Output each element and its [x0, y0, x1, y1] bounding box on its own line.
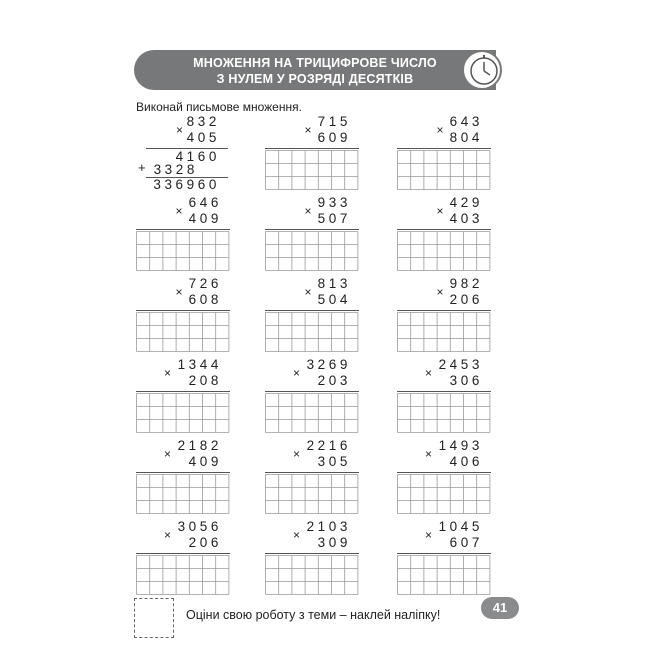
multiplicand: 715 — [317, 114, 351, 129]
multiplication-problem — [397, 114, 491, 194]
example-solution — [136, 114, 228, 194]
multiplication-problem — [136, 195, 230, 275]
multiplication-problem — [265, 195, 359, 275]
multiplier: 609 — [317, 130, 351, 145]
partial-product-2: 3328 — [153, 162, 198, 177]
multiplication-problem — [265, 438, 359, 518]
answer-grid[interactable] — [397, 474, 491, 514]
multiplication-problem — [397, 195, 491, 275]
rule-line — [136, 553, 230, 554]
self-assessment-text: Оціни свою роботу з теми – наклей наліпку! — [186, 608, 441, 622]
times-sign: × — [304, 204, 312, 218]
answer-grid[interactable] — [397, 231, 491, 271]
multiplier: 309 — [317, 535, 351, 550]
multiplier: 409 — [188, 211, 222, 226]
stopwatch-icon — [462, 50, 502, 90]
rule-line — [265, 148, 359, 149]
multiplicand: 933 — [317, 195, 351, 210]
times-sign: × — [425, 447, 433, 461]
multiplier: 206 — [188, 535, 222, 550]
task-instruction: Виконай письмове множення. — [136, 100, 302, 114]
rule-line — [136, 472, 230, 473]
sticker-placeholder[interactable] — [134, 598, 174, 638]
section-title-line2: З НУЛЕМ У РОЗРЯДІ ДЕСЯТКІВ — [216, 72, 414, 86]
answer-grid[interactable] — [136, 555, 230, 595]
times-sign: × — [293, 366, 301, 380]
product-result: 336960 — [153, 177, 220, 192]
times-sign: × — [176, 123, 184, 137]
times-sign: × — [164, 366, 172, 380]
times-sign: × — [436, 204, 444, 218]
multiplicand: 832 — [186, 114, 220, 129]
answer-grid[interactable] — [265, 393, 359, 433]
section-title-line1: МНОЖЕННЯ НА ТРИЦИФРОВЕ ЧИСЛО — [193, 56, 437, 70]
section-title-banner — [134, 50, 496, 90]
multiplier: 507 — [317, 211, 351, 226]
rule-line — [265, 391, 359, 392]
times-sign: × — [436, 285, 444, 299]
partial-product-1: 4160 — [175, 149, 220, 164]
rule-line — [136, 229, 230, 230]
multiplication-problem — [397, 519, 491, 599]
times-sign: × — [425, 366, 433, 380]
answer-grid[interactable] — [397, 555, 491, 595]
answer-grid[interactable] — [265, 150, 359, 190]
multiplicand: 3056 — [177, 519, 222, 534]
times-sign: × — [293, 528, 301, 542]
rule-line — [265, 472, 359, 473]
multiplicand: 2182 — [177, 438, 222, 453]
multiplication-problem — [136, 438, 230, 518]
answer-grid[interactable] — [397, 150, 491, 190]
multiplicand: 646 — [188, 195, 222, 210]
multiplier: 504 — [317, 292, 351, 307]
rule-line — [397, 229, 491, 230]
multiplicand: 2103 — [306, 519, 351, 534]
rule-line — [265, 310, 359, 311]
multiplication-problem — [265, 276, 359, 356]
multiplication-problem — [265, 357, 359, 437]
multiplication-problem — [397, 357, 491, 437]
multiplier: 203 — [317, 373, 351, 388]
multiplicand: 2216 — [306, 438, 351, 453]
multiplicand: 1045 — [438, 519, 483, 534]
times-sign: × — [304, 123, 312, 137]
times-sign: × — [293, 447, 301, 461]
multiplication-problem — [265, 114, 359, 194]
multiplier: 305 — [317, 454, 351, 469]
rule-line — [136, 310, 230, 311]
answer-grid[interactable] — [136, 231, 230, 271]
times-sign: × — [164, 447, 172, 461]
rule-line — [397, 553, 491, 554]
multiplicand: 429 — [449, 195, 483, 210]
rule-line — [397, 310, 491, 311]
page-number-badge: 41 — [481, 597, 519, 619]
answer-grid[interactable] — [136, 312, 230, 352]
multiplier: 607 — [449, 535, 483, 550]
multiplicand: 726 — [188, 276, 222, 291]
multiplier: 206 — [449, 292, 483, 307]
answer-grid[interactable] — [136, 393, 230, 433]
multiplier: 409 — [188, 454, 222, 469]
multiplicand: 3269 — [306, 357, 351, 372]
multiplier: 608 — [188, 292, 222, 307]
times-sign: × — [164, 528, 172, 542]
multiplier: 403 — [449, 211, 483, 226]
multiplier: 306 — [449, 373, 483, 388]
multiplication-problem — [136, 519, 230, 599]
times-sign: × — [175, 285, 183, 299]
plus-sign: + — [138, 160, 146, 175]
rule-line — [397, 148, 491, 149]
answer-grid[interactable] — [265, 555, 359, 595]
times-sign: × — [175, 204, 183, 218]
multiplication-problem — [265, 519, 359, 599]
answer-grid[interactable] — [397, 312, 491, 352]
multiplicand: 813 — [317, 276, 351, 291]
multiplication-problem — [397, 438, 491, 518]
answer-grid[interactable] — [397, 393, 491, 433]
times-sign: × — [425, 528, 433, 542]
answer-grid[interactable] — [265, 231, 359, 271]
rule-line — [397, 472, 491, 473]
multiplicand: 643 — [449, 114, 483, 129]
multiplicand: 982 — [449, 276, 483, 291]
multiplicand: 2453 — [438, 357, 483, 372]
multiplication-problem — [136, 276, 230, 356]
rule-line — [265, 553, 359, 554]
times-sign: × — [304, 285, 312, 299]
answer-grid[interactable] — [265, 474, 359, 514]
multiplicand: 1493 — [438, 438, 483, 453]
multiplication-problem — [397, 276, 491, 356]
rule-line — [397, 391, 491, 392]
times-sign: × — [436, 123, 444, 137]
multiplier: 804 — [449, 130, 483, 145]
multiplier: 406 — [449, 454, 483, 469]
answer-grid[interactable] — [265, 312, 359, 352]
multiplier: 405 — [186, 130, 220, 145]
rule-line — [265, 229, 359, 230]
multiplication-problem — [136, 357, 230, 437]
answer-grid[interactable] — [136, 474, 230, 514]
multiplier: 208 — [188, 373, 222, 388]
rule-line — [136, 391, 230, 392]
multiplicand: 1344 — [177, 357, 222, 372]
